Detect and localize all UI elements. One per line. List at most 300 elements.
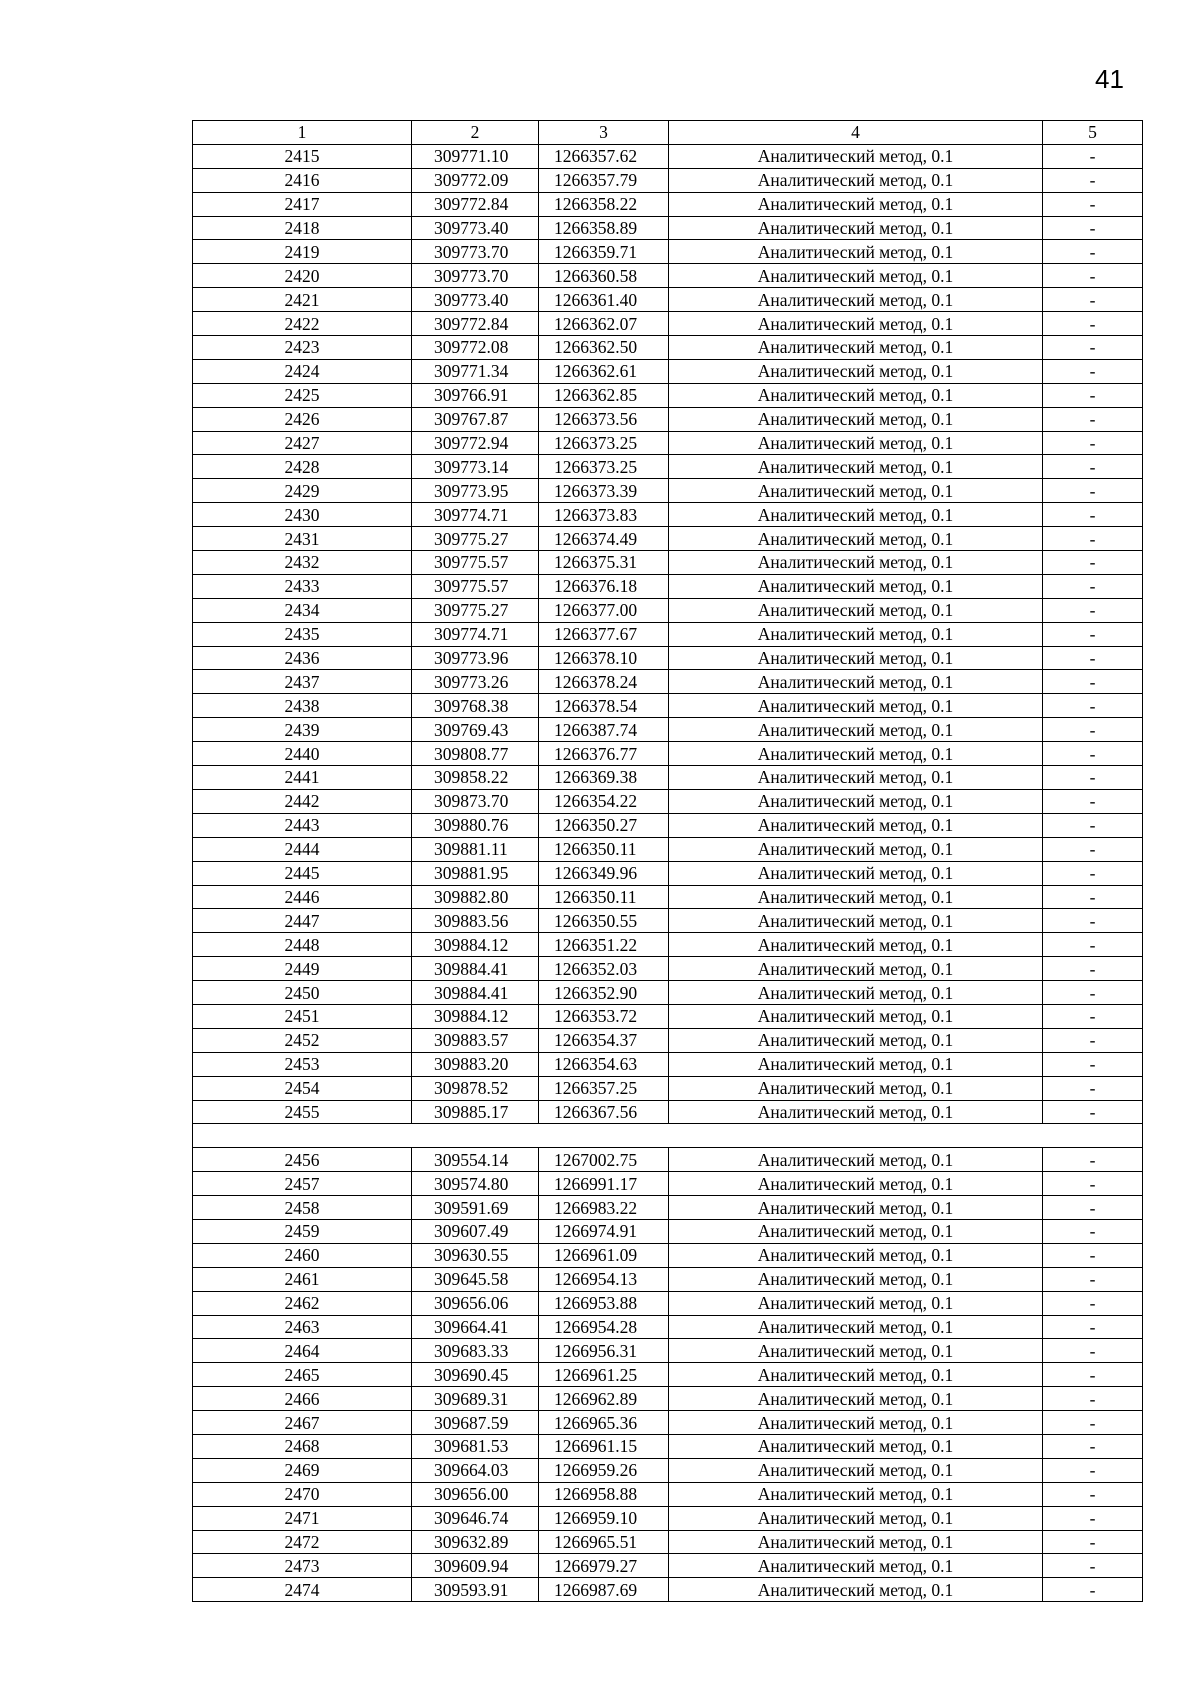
table-row [193,1530,1143,1554]
cell-point-number: 2449 [193,957,412,981]
cell-y-coordinate: 1266369.38 [539,766,669,790]
cell-x-coordinate: 309772.09 [412,168,539,192]
cell-y-coordinate: 1266362.61 [539,359,669,383]
cell-note: - [1043,861,1143,885]
cell-point-number: 2470 [193,1482,412,1506]
cell-y-coordinate: 1266961.25 [539,1363,669,1387]
cell-note: - [1043,1363,1143,1387]
cell-x-coordinate: 309664.41 [412,1315,539,1339]
cell-y-coordinate: 1266354.22 [539,789,669,813]
cell-x-coordinate: 309774.71 [412,622,539,646]
cell-point-number: 2425 [193,383,412,407]
cell-point-number: 2464 [193,1339,412,1363]
cell-method-accuracy: Аналитический метод, 0.1 [669,1004,1043,1028]
cell-x-coordinate: 309630.55 [412,1243,539,1267]
cell-note: - [1043,168,1143,192]
cell-point-number: 2431 [193,527,412,551]
table-row [193,216,1143,240]
cell-point-number: 2426 [193,407,412,431]
header-col-4: 4 [669,121,1043,145]
cell-y-coordinate: 1266962.89 [539,1387,669,1411]
cell-x-coordinate: 309883.20 [412,1052,539,1076]
cell-x-coordinate: 309772.84 [412,192,539,216]
cell-x-coordinate: 309771.10 [412,144,539,168]
cell-note: - [1043,479,1143,503]
table-row [193,574,1143,598]
cell-y-coordinate: 1266373.25 [539,455,669,479]
cell-y-coordinate: 1266953.88 [539,1291,669,1315]
table-row [193,1458,1143,1482]
cell-point-number: 2433 [193,574,412,598]
cell-note: - [1043,1219,1143,1243]
cell-note: - [1043,909,1143,933]
table-row [193,240,1143,264]
cell-method-accuracy: Аналитический метод, 0.1 [669,455,1043,479]
cell-x-coordinate: 309591.69 [412,1196,539,1220]
cell-note: - [1043,885,1143,909]
cell-y-coordinate: 1266350.55 [539,909,669,933]
separator-row [193,1124,1143,1148]
cell-x-coordinate: 309773.70 [412,264,539,288]
cell-note: - [1043,1339,1143,1363]
cell-method-accuracy: Аналитический метод, 0.1 [669,1052,1043,1076]
cell-y-coordinate: 1266983.22 [539,1196,669,1220]
cell-y-coordinate: 1266374.49 [539,527,669,551]
cell-y-coordinate: 1266357.62 [539,144,669,168]
table-row [193,383,1143,407]
cell-note: - [1043,312,1143,336]
cell-y-coordinate: 1266954.28 [539,1315,669,1339]
cell-y-coordinate: 1266974.91 [539,1219,669,1243]
table-row [193,813,1143,837]
table-row [193,861,1143,885]
table-row [193,1554,1143,1578]
header-col-5: 5 [1043,121,1143,145]
cell-method-accuracy: Аналитический метод, 0.1 [669,1506,1043,1530]
table-row [193,1339,1143,1363]
cell-y-coordinate: 1266965.51 [539,1530,669,1554]
table-row [193,885,1143,909]
cell-y-coordinate: 1266375.31 [539,551,669,575]
cell-point-number: 2458 [193,1196,412,1220]
cell-method-accuracy: Аналитический метод, 0.1 [669,503,1043,527]
cell-point-number: 2434 [193,598,412,622]
cell-x-coordinate: 309771.34 [412,359,539,383]
table-row [193,1482,1143,1506]
cell-method-accuracy: Аналитический метод, 0.1 [669,312,1043,336]
table-row [193,144,1143,168]
cell-method-accuracy: Аналитический метод, 0.1 [669,1482,1043,1506]
cell-note: - [1043,1052,1143,1076]
header-col-1: 1 [193,121,412,145]
cell-y-coordinate: 1266357.25 [539,1076,669,1100]
cell-x-coordinate: 309773.14 [412,455,539,479]
cell-note: - [1043,431,1143,455]
cell-y-coordinate: 1266362.85 [539,383,669,407]
cell-y-coordinate: 1266373.39 [539,479,669,503]
table-row [193,742,1143,766]
cell-note: - [1043,574,1143,598]
cell-method-accuracy: Аналитический метод, 0.1 [669,264,1043,288]
cell-note: - [1043,718,1143,742]
cell-x-coordinate: 309773.95 [412,479,539,503]
cell-method-accuracy: Аналитический метод, 0.1 [669,383,1043,407]
cell-method-accuracy: Аналитический метод, 0.1 [669,1315,1043,1339]
cell-x-coordinate: 309656.06 [412,1291,539,1315]
cell-x-coordinate: 309554.14 [412,1148,539,1172]
cell-y-coordinate: 1267002.75 [539,1148,669,1172]
cell-y-coordinate: 1266376.77 [539,742,669,766]
cell-y-coordinate: 1266387.74 [539,718,669,742]
cell-note: - [1043,1482,1143,1506]
cell-note: - [1043,766,1143,790]
cell-point-number: 2460 [193,1243,412,1267]
table-row [193,1148,1143,1172]
cell-y-coordinate: 1266965.36 [539,1411,669,1435]
cell-point-number: 2450 [193,981,412,1005]
cell-point-number: 2448 [193,933,412,957]
cell-method-accuracy: Аналитический метод, 0.1 [669,885,1043,909]
cell-x-coordinate: 309881.11 [412,837,539,861]
table-row [193,1291,1143,1315]
cell-method-accuracy: Аналитический метод, 0.1 [669,527,1043,551]
cell-method-accuracy: Аналитический метод, 0.1 [669,1100,1043,1124]
cell-point-number: 2438 [193,694,412,718]
table-row [193,264,1143,288]
cell-point-number: 2454 [193,1076,412,1100]
cell-x-coordinate: 309884.12 [412,1004,539,1028]
table-row [193,598,1143,622]
cell-x-coordinate: 309858.22 [412,766,539,790]
cell-method-accuracy: Аналитический метод, 0.1 [669,957,1043,981]
cell-point-number: 2456 [193,1148,412,1172]
table-row [193,503,1143,527]
cell-y-coordinate: 1266959.10 [539,1506,669,1530]
cell-point-number: 2422 [193,312,412,336]
cell-point-number: 2427 [193,431,412,455]
cell-point-number: 2420 [193,264,412,288]
cell-x-coordinate: 309883.57 [412,1028,539,1052]
cell-point-number: 2430 [193,503,412,527]
cell-point-number: 2445 [193,861,412,885]
cell-note: - [1043,1243,1143,1267]
table-row [193,1052,1143,1076]
cell-y-coordinate: 1266377.00 [539,598,669,622]
cell-method-accuracy: Аналитический метод, 0.1 [669,1578,1043,1602]
cell-method-accuracy: Аналитический метод, 0.1 [669,240,1043,264]
cell-note: - [1043,1004,1143,1028]
cell-note: - [1043,1267,1143,1291]
cell-x-coordinate: 309884.41 [412,981,539,1005]
cell-note: - [1043,1578,1143,1602]
table-row [193,789,1143,813]
cell-y-coordinate: 1266359.71 [539,240,669,264]
cell-point-number: 2442 [193,789,412,813]
cell-point-number: 2446 [193,885,412,909]
cell-y-coordinate: 1266362.07 [539,312,669,336]
cell-y-coordinate: 1266956.31 [539,1339,669,1363]
cell-note: - [1043,1172,1143,1196]
table-row [193,336,1143,360]
cell-method-accuracy: Аналитический метод, 0.1 [669,192,1043,216]
cell-note: - [1043,1530,1143,1554]
table-row [193,551,1143,575]
cell-x-coordinate: 309882.80 [412,885,539,909]
cell-note: - [1043,503,1143,527]
cell-y-coordinate: 1266961.15 [539,1434,669,1458]
table-header [193,121,1143,145]
cell-point-number: 2443 [193,813,412,837]
cell-note: - [1043,383,1143,407]
cell-note: - [1043,694,1143,718]
cell-x-coordinate: 309689.31 [412,1387,539,1411]
table-row [193,1028,1143,1052]
header-row [193,121,1143,145]
cell-point-number: 2447 [193,909,412,933]
cell-note: - [1043,455,1143,479]
table-row [193,933,1143,957]
table-row [193,1411,1143,1435]
cell-note: - [1043,1028,1143,1052]
cell-x-coordinate: 309632.89 [412,1530,539,1554]
cell-note: - [1043,336,1143,360]
table-row [193,981,1143,1005]
cell-method-accuracy: Аналитический метод, 0.1 [669,144,1043,168]
cell-x-coordinate: 309884.41 [412,957,539,981]
table-row [193,359,1143,383]
cell-method-accuracy: Аналитический метод, 0.1 [669,1363,1043,1387]
cell-note: - [1043,646,1143,670]
separator-cell [193,1124,1143,1148]
cell-x-coordinate: 309873.70 [412,789,539,813]
cell-point-number: 2435 [193,622,412,646]
cell-note: - [1043,527,1143,551]
cell-method-accuracy: Аналитический метод, 0.1 [669,216,1043,240]
cell-x-coordinate: 309574.80 [412,1172,539,1196]
cell-x-coordinate: 309656.00 [412,1482,539,1506]
cell-x-coordinate: 309773.40 [412,216,539,240]
cell-note: - [1043,288,1143,312]
header-col-3: 3 [539,121,669,145]
cell-note: - [1043,813,1143,837]
cell-x-coordinate: 309775.57 [412,551,539,575]
cell-point-number: 2461 [193,1267,412,1291]
cell-note: - [1043,1458,1143,1482]
table-row [193,1100,1143,1124]
cell-method-accuracy: Аналитический метод, 0.1 [669,598,1043,622]
cell-note: - [1043,957,1143,981]
cell-point-number: 2459 [193,1219,412,1243]
table-row [193,718,1143,742]
cell-method-accuracy: Аналитический метод, 0.1 [669,1291,1043,1315]
cell-point-number: 2440 [193,742,412,766]
cell-point-number: 2436 [193,646,412,670]
cell-x-coordinate: 309878.52 [412,1076,539,1100]
cell-x-coordinate: 309772.84 [412,312,539,336]
cell-x-coordinate: 309768.38 [412,694,539,718]
cell-method-accuracy: Аналитический метод, 0.1 [669,1076,1043,1100]
cell-y-coordinate: 1266376.18 [539,574,669,598]
table-row [193,766,1143,790]
table-row [193,431,1143,455]
cell-point-number: 2471 [193,1506,412,1530]
cell-x-coordinate: 309772.94 [412,431,539,455]
cell-method-accuracy: Аналитический метод, 0.1 [669,288,1043,312]
table-row [193,1267,1143,1291]
cell-x-coordinate: 309881.95 [412,861,539,885]
cell-note: - [1043,1434,1143,1458]
table-row [193,527,1143,551]
cell-y-coordinate: 1266373.25 [539,431,669,455]
cell-note: - [1043,1196,1143,1220]
cell-point-number: 2465 [193,1363,412,1387]
cell-method-accuracy: Аналитический метод, 0.1 [669,431,1043,455]
cell-note: - [1043,240,1143,264]
cell-y-coordinate: 1266373.56 [539,407,669,431]
cell-point-number: 2462 [193,1291,412,1315]
cell-y-coordinate: 1266361.40 [539,288,669,312]
cell-note: - [1043,192,1143,216]
cell-x-coordinate: 309884.12 [412,933,539,957]
cell-method-accuracy: Аналитический метод, 0.1 [669,1554,1043,1578]
table-row [193,1506,1143,1530]
table-row [193,957,1143,981]
cell-y-coordinate: 1266362.50 [539,336,669,360]
cell-method-accuracy: Аналитический метод, 0.1 [669,909,1043,933]
cell-note: - [1043,1291,1143,1315]
cell-method-accuracy: Аналитический метод, 0.1 [669,766,1043,790]
cell-y-coordinate: 1266357.79 [539,168,669,192]
cell-point-number: 2432 [193,551,412,575]
cell-note: - [1043,1148,1143,1172]
cell-x-coordinate: 309766.91 [412,383,539,407]
table-row [193,1387,1143,1411]
cell-y-coordinate: 1266367.56 [539,1100,669,1124]
cell-point-number: 2453 [193,1052,412,1076]
cell-method-accuracy: Аналитический метод, 0.1 [669,1219,1043,1243]
cell-note: - [1043,742,1143,766]
cell-x-coordinate: 309775.27 [412,527,539,551]
cell-y-coordinate: 1266958.88 [539,1482,669,1506]
cell-note: - [1043,670,1143,694]
table-row [193,288,1143,312]
cell-y-coordinate: 1266954.13 [539,1267,669,1291]
cell-point-number: 2457 [193,1172,412,1196]
cell-note: - [1043,598,1143,622]
table-row [193,1004,1143,1028]
table-row [193,168,1143,192]
cell-y-coordinate: 1266378.10 [539,646,669,670]
table-row [193,909,1143,933]
cell-method-accuracy: Аналитический метод, 0.1 [669,479,1043,503]
cell-point-number: 2468 [193,1434,412,1458]
cell-method-accuracy: Аналитический метод, 0.1 [669,336,1043,360]
cell-point-number: 2423 [193,336,412,360]
cell-note: - [1043,1100,1143,1124]
cell-method-accuracy: Аналитический метод, 0.1 [669,622,1043,646]
cell-note: - [1043,407,1143,431]
table-row [193,670,1143,694]
cell-method-accuracy: Аналитический метод, 0.1 [669,1148,1043,1172]
cell-point-number: 2417 [193,192,412,216]
cell-y-coordinate: 1266373.83 [539,503,669,527]
cell-y-coordinate: 1266350.27 [539,813,669,837]
cell-method-accuracy: Аналитический метод, 0.1 [669,551,1043,575]
cell-point-number: 2421 [193,288,412,312]
table-row [193,1315,1143,1339]
cell-point-number: 2418 [193,216,412,240]
cell-x-coordinate: 309808.77 [412,742,539,766]
table-row [193,837,1143,861]
cell-x-coordinate: 309645.58 [412,1267,539,1291]
cell-note: - [1043,1315,1143,1339]
cell-method-accuracy: Аналитический метод, 0.1 [669,1458,1043,1482]
cell-x-coordinate: 309772.08 [412,336,539,360]
coordinates-table [192,120,1143,1602]
cell-method-accuracy: Аналитический метод, 0.1 [669,718,1043,742]
cell-note: - [1043,837,1143,861]
cell-method-accuracy: Аналитический метод, 0.1 [669,933,1043,957]
table-row [193,1578,1143,1602]
cell-x-coordinate: 309690.45 [412,1363,539,1387]
cell-y-coordinate: 1266378.54 [539,694,669,718]
cell-x-coordinate: 309773.96 [412,646,539,670]
cell-y-coordinate: 1266377.67 [539,622,669,646]
cell-method-accuracy: Аналитический метод, 0.1 [669,646,1043,670]
table-row [193,1196,1143,1220]
cell-point-number: 2444 [193,837,412,861]
cell-method-accuracy: Аналитический метод, 0.1 [669,168,1043,192]
cell-x-coordinate: 309880.76 [412,813,539,837]
header-col-2: 2 [412,121,539,145]
cell-x-coordinate: 309885.17 [412,1100,539,1124]
table-row [193,455,1143,479]
table-row [193,1219,1143,1243]
cell-point-number: 2441 [193,766,412,790]
cell-note: - [1043,264,1143,288]
cell-note: - [1043,933,1143,957]
cell-note: - [1043,1554,1143,1578]
cell-point-number: 2439 [193,718,412,742]
cell-point-number: 2437 [193,670,412,694]
cell-point-number: 2463 [193,1315,412,1339]
cell-y-coordinate: 1266352.90 [539,981,669,1005]
cell-x-coordinate: 309687.59 [412,1411,539,1435]
cell-method-accuracy: Аналитический метод, 0.1 [669,1411,1043,1435]
cell-method-accuracy: Аналитический метод, 0.1 [669,789,1043,813]
cell-method-accuracy: Аналитический метод, 0.1 [669,670,1043,694]
cell-note: - [1043,1411,1143,1435]
cell-method-accuracy: Аналитический метод, 0.1 [669,694,1043,718]
cell-note: - [1043,551,1143,575]
cell-note: - [1043,789,1143,813]
cell-point-number: 2467 [193,1411,412,1435]
cell-x-coordinate: 309681.53 [412,1434,539,1458]
table-row [193,407,1143,431]
table-row [193,1172,1143,1196]
table-row [193,646,1143,670]
cell-method-accuracy: Аналитический метод, 0.1 [669,837,1043,861]
cell-point-number: 2452 [193,1028,412,1052]
cell-method-accuracy: Аналитический метод, 0.1 [669,1267,1043,1291]
cell-x-coordinate: 309775.27 [412,598,539,622]
cell-x-coordinate: 309773.26 [412,670,539,694]
cell-x-coordinate: 309773.40 [412,288,539,312]
cell-y-coordinate: 1266351.22 [539,933,669,957]
cell-method-accuracy: Аналитический метод, 0.1 [669,1387,1043,1411]
cell-y-coordinate: 1266358.22 [539,192,669,216]
cell-x-coordinate: 309775.57 [412,574,539,598]
